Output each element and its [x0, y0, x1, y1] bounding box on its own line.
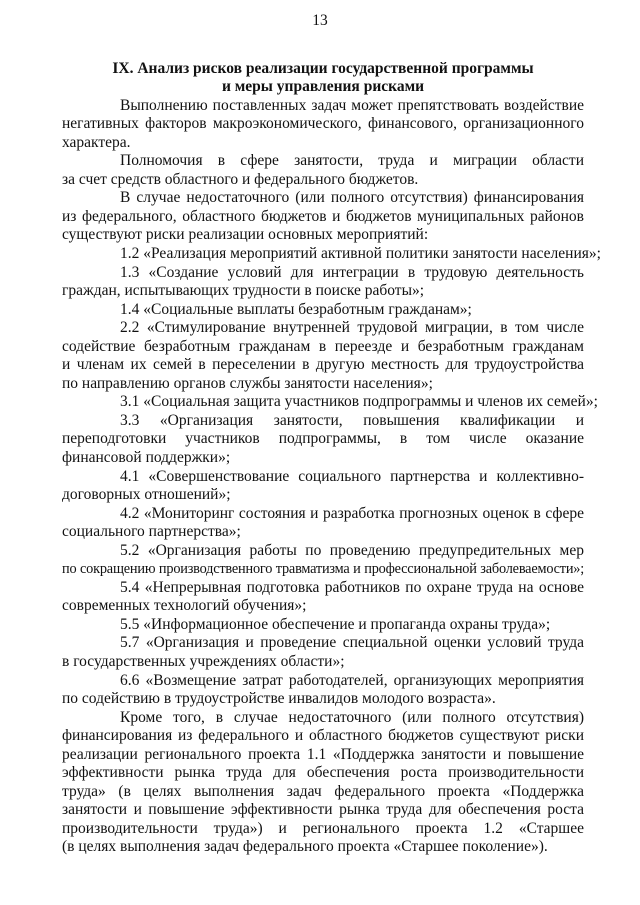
paragraph-line: реализации регионального проекта 1.1 «Поддержка занятости и повышение: [62, 745, 584, 763]
paragraph: [62, 301, 584, 320]
paragraph: [62, 505, 584, 542]
paragraph-line: (в целях выполнения задач федерального проекта «Старшее поколение»).: [62, 838, 548, 856]
paragraph: [62, 319, 584, 393]
paragraph: [62, 97, 584, 153]
paragraph: [62, 264, 584, 301]
paragraph-line: за счет средств областного и федерального бюджетов.: [62, 170, 419, 188]
paragraph: [62, 672, 584, 709]
paragraph-line: социального партнерства»;: [62, 523, 241, 541]
section-title-line-1: IX. Анализ рисков реализации государственной программы: [112, 60, 534, 77]
paragraph-line: 5.4 «Непрерывная подготовка работников по охране труда на основе: [120, 578, 584, 596]
paragraph-line: 5.5 «Информационное обеспечение и пропаганда охраны труда»;: [120, 615, 551, 633]
paragraph-line: современных технологий обучения»;: [62, 597, 307, 615]
paragraph-line: 1.3 «Создание условий для интеграции в трудовую деятельность: [120, 263, 584, 281]
paragraph-line: характера.: [62, 133, 131, 151]
paragraph: [62, 579, 584, 616]
paragraph-line: граждан, испытывающих трудности в поиске работы»;: [62, 282, 425, 300]
paragraph: [62, 634, 584, 671]
paragraph-line: негативных факторов макроэкономического, финансового, организационного: [62, 115, 584, 133]
paragraph-line: содействие безработным гражданам в переезде и безработным гражданам: [62, 337, 584, 355]
paragraph: [62, 468, 584, 505]
paragraph-line: занятости и повышение эффективности рынка труда для обеспечения роста: [62, 801, 584, 819]
paragraph-line: Полномочия в сфере занятости, труда и миграции области: [120, 152, 584, 170]
paragraph-line: и членам их семей в переселении в другую местность для трудоустройства: [62, 356, 584, 374]
paragraph-line: 6.6 «Возмещение затрат работодателей, организующих мероприятия: [120, 671, 584, 689]
paragraph: [62, 244, 601, 264]
paragraph-line: 5.7 «Организация и проведение специальной оценки условий труда: [120, 634, 584, 652]
paragraph-line: Кроме того, в случае недостаточного (или полного отсутствия): [120, 708, 584, 726]
paragraphs: [62, 96, 601, 857]
paragraph-line: 2.2 «Стимулирование внутренней трудовой миграции, в том числе: [120, 319, 584, 337]
paragraph: [62, 393, 598, 412]
paragraph-line: 5.2 «Организация работы по проведению предупредительных мер: [120, 541, 584, 559]
paragraph-line: по направлению органов службы занятости населения»;: [62, 374, 433, 392]
paragraph-line: 1.4 «Социальные выплаты безработным гражданам»;: [120, 300, 472, 318]
paragraph: [62, 542, 584, 579]
paragraph: [62, 412, 584, 468]
paragraph-line: 1.2 «Реализация мероприятий активной политики занятости населения»;: [120, 244, 601, 262]
paragraph-line: Выполнению поставленных задач может препятствовать воздействие: [120, 96, 584, 114]
paragraph-line: 4.2 «Мониторинг состояния и разработка прогнозных оценок в сфере: [120, 504, 584, 522]
paragraph-line: из федерального, областного бюджетов и бюджетов муниципальных районов: [62, 207, 584, 225]
section-title-line-2: и меры управления рисками: [221, 78, 425, 96]
paragraph: [62, 616, 584, 635]
paragraph-line: 3.3 «Организация занятости, повышения квалификации и: [120, 411, 584, 429]
paragraph-line: договорных отношений»;: [62, 486, 231, 504]
paragraph-line: переподготовки участников подпрограммы, в том числе оказание: [62, 430, 584, 448]
paragraph: [62, 709, 584, 857]
paragraph-line: финансирования из федерального и областного бюджетов существуют риски: [62, 727, 584, 745]
paragraph-line: 4.1 «Совершенствование социального партнерства и коллективно-: [120, 467, 584, 485]
paragraph-line: существуют риски реализации основных мероприятий:: [62, 226, 429, 244]
paragraph-line: по содействию в трудоустройстве инвалидов молодого возраста».: [62, 690, 496, 708]
paragraph-line: труда» (в целях выполнения задач федерального проекта «Поддержка: [62, 782, 584, 800]
paragraph-line: производительности труда») и регионального проекта 1.2 «Старшее: [62, 819, 584, 837]
paragraph-line: в государственных учреждениях области»;: [62, 653, 345, 670]
page-number: 13: [312, 12, 328, 29]
paragraph: [62, 152, 584, 189]
document-body: [62, 60, 601, 857]
paragraph-line: по сокращению производственного травматизма и профессиональной заболеваемости»;: [62, 561, 584, 578]
paragraph-line: финансовой поддержки»;: [62, 448, 231, 466]
paragraph: [62, 189, 584, 245]
paragraph-line: 3.1 «Социальная защита участников подпрограммы и членов их семей»;: [120, 393, 598, 411]
paragraph-line: эффективности рынка труда для обеспечения роста производительности: [62, 764, 584, 782]
paragraph-line: В случае недостаточного (или полного отсутствия) финансирования: [120, 189, 584, 207]
